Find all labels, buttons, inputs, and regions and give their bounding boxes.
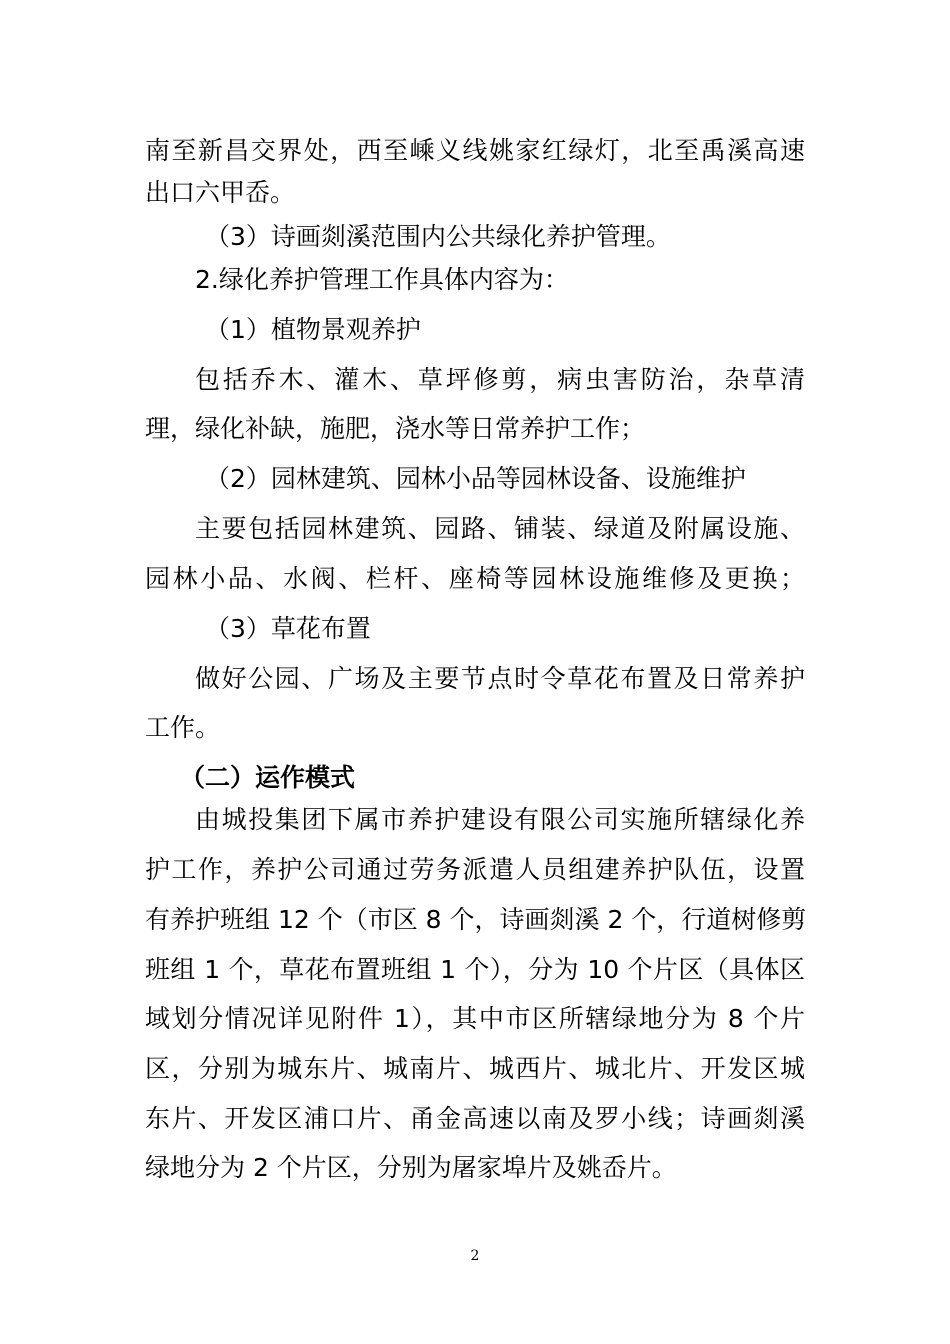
paragraph-line-21: 东片、开发区浦口片、甬金高速以南及罗小线；诗画剡溪 — [145, 1104, 805, 1133]
paragraph-line-22: 绿地分为 2 个片区，分别为屠家埠片及姚岙片。 — [145, 1153, 677, 1182]
paragraph-line-19: 域划分情况详见附件 1），其中市区所辖绿地分为 8 个片 — [145, 1004, 805, 1033]
paragraph-line-6: 包括乔木、灌木、草坪修剪，病虫害防治，杂草清 — [195, 365, 805, 394]
paragraph-line-1: 南至新昌交界处，西至嵊义线姚家红绿灯，北至禹溪高速 — [145, 136, 805, 165]
paragraph-line-20: 区，分别为城东片、城南片、城西片、城北片、开发区城 — [145, 1054, 805, 1083]
paragraph-line-13: 工作。 — [145, 713, 221, 742]
list-item-3-public-greening: （3）诗画剡溪范围内公共绿化养护管理。 — [205, 222, 671, 251]
list-item-3-flower-arrangement: （3）草花布置 — [205, 614, 371, 643]
list-item-1-plant-landscape: （1）植物景观养护 — [205, 315, 421, 344]
paragraph-line-10: 园林小品、水阀、栏杆、座椅等园林设施维修及更换； — [145, 564, 805, 593]
paragraph-line-17: 有养护班组 12 个（市区 8 个，诗画剡溪 2 个，行道树修剪 — [145, 905, 807, 934]
section-heading-operation-mode: （二）运作模式 — [180, 763, 356, 792]
paragraph-line-16: 护工作，养护公司通过劳务派遣人员组建养护队伍，设置 — [145, 855, 805, 884]
paragraph-line-7: 理，绿化补缺，施肥，浇水等日常养护工作； — [145, 414, 646, 443]
paragraph-line-12: 做好公园、广场及主要节点时令草花布置及日常养护 — [195, 664, 805, 693]
page-number: 2 — [470, 1248, 480, 1264]
paragraph-line-15: 由城投集团下属市养护建设有限公司实施所辖绿化养 — [195, 805, 805, 834]
list-item-2-garden-facilities: （2）园林建筑、园林小品等园林设备、设施维护 — [205, 464, 746, 493]
paragraph-line-2: 出口六甲岙。 — [145, 178, 296, 207]
paragraph-line-18: 班组 1 个，草花布置班组 1 个），分为 10 个片区（具体区 — [145, 955, 805, 984]
paragraph-line-9: 主要包括园林建筑、园路、铺装、绿道及附属设施、 — [195, 514, 805, 543]
section-item-2-heading: 2.绿化养护管理工作具体内容为： — [195, 265, 569, 294]
